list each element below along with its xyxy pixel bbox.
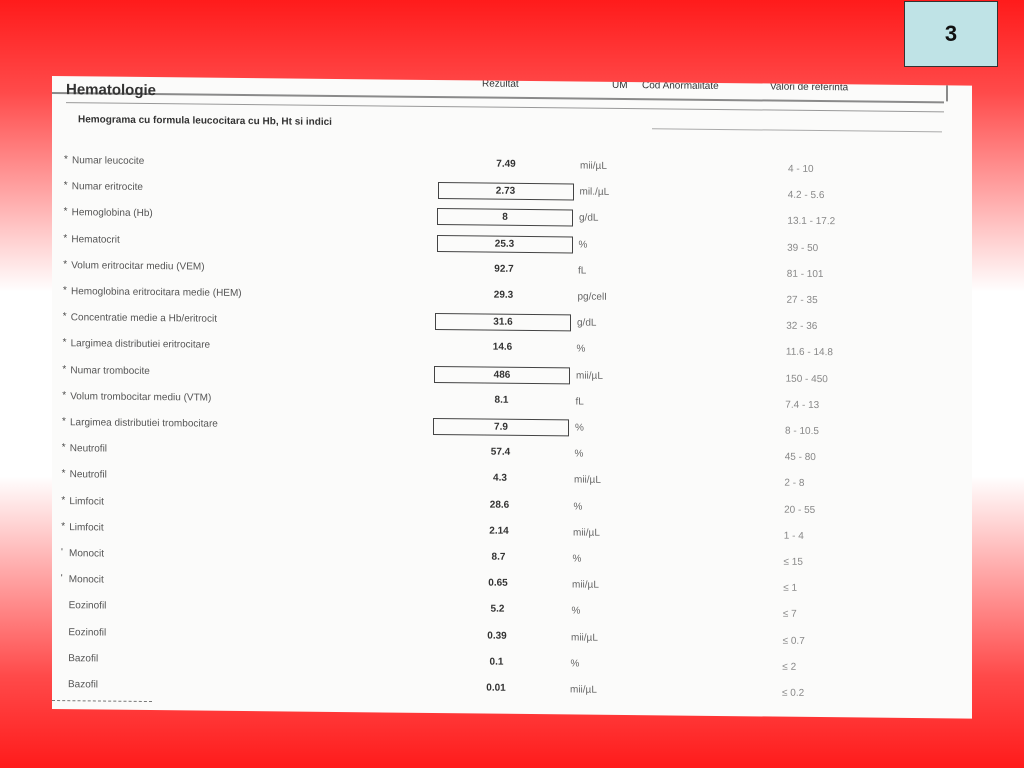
slide-number: 3: [904, 1, 998, 67]
row-bullet: *: [62, 389, 67, 401]
result-unit: %: [574, 448, 584, 460]
row-bullet: *: [62, 363, 67, 375]
result-unit: mii/µL: [570, 684, 597, 696]
result-unit: %: [570, 658, 580, 670]
test-name: Eozinofil: [68, 626, 107, 639]
result-unit: %: [572, 553, 582, 565]
test-name: Concentratie medie a Hb/eritrocit: [70, 312, 217, 325]
reference-range: 81 - 101: [786, 268, 824, 280]
result-value: 29.3: [493, 289, 514, 301]
reference-range: 39 - 50: [787, 242, 819, 254]
flagged-result-value: 31.6: [435, 313, 571, 331]
reference-range: ≤ 15: [783, 556, 803, 568]
result-unit: g/dL: [579, 212, 599, 225]
test-name: Limfocit: [69, 521, 104, 534]
reference-range: ≤ 1: [783, 582, 798, 594]
reference-range: ≤ 2: [782, 661, 797, 673]
result-value: 57.4: [490, 446, 511, 458]
test-name: Eozinofil: [68, 600, 107, 612]
test-name: Bazofil: [68, 679, 99, 691]
reference-range: 2 - 8: [784, 478, 805, 490]
test-name: Neutrofil: [69, 469, 107, 481]
row-bullet: *: [62, 416, 66, 428]
section-title: Hemograma cu formula leucocitara cu Hb, Ht si indici: [78, 114, 332, 128]
flagged-result-value: 25.3: [437, 235, 573, 253]
result-unit: fL: [578, 265, 587, 277]
row-bullet: ': [61, 547, 63, 559]
test-name: Volum eritrocitar mediu (VEM): [71, 259, 205, 273]
result-unit: mil./µL: [579, 186, 610, 199]
page-bottom-mark: [52, 700, 152, 710]
result-unit: fL: [575, 396, 584, 408]
row-bullet: *: [63, 180, 68, 192]
result-unit: mii/µL: [576, 370, 603, 382]
lab-report-document: [52, 76, 972, 719]
reference-range: 4.2 - 5.6: [787, 189, 825, 202]
flagged-result-value: 2.73: [438, 182, 574, 200]
test-name: Monocit: [68, 574, 104, 586]
reference-range: ≤ 7: [782, 609, 797, 621]
result-unit: mii/µL: [573, 527, 600, 539]
test-name: Numar trombocite: [70, 364, 150, 377]
row-bullet: *: [61, 494, 66, 506]
row-bullet: *: [64, 154, 68, 166]
reference-range: 13.1 - 17.2: [787, 216, 836, 228]
row-bullet: *: [62, 311, 67, 323]
reference-range: ≤ 0.7: [782, 635, 805, 647]
reference-range: 8 - 10.5: [785, 425, 819, 438]
test-name: Hemoglobina (Hb): [71, 207, 153, 220]
row-bullet: *: [61, 468, 66, 480]
result-value: 0.01: [486, 682, 506, 694]
result-unit: g/dL: [577, 317, 597, 329]
reference-range: 4 - 10: [788, 163, 814, 175]
test-name: Limfocit: [69, 495, 104, 508]
row-bullet: *: [62, 337, 67, 349]
test-name: Largimea distributiei eritrocitare: [70, 338, 211, 352]
result-value: 4.3: [493, 473, 507, 485]
header-anomaly-code: Cod Anormalitate: [642, 80, 719, 92]
reference-range: 27 - 35: [786, 294, 818, 307]
test-name: Volum trombocitar mediu (VTM): [70, 390, 212, 404]
test-name: Numar eritrocite: [71, 181, 143, 194]
result-value: 7.49: [496, 158, 516, 170]
title-divider: [66, 102, 944, 112]
reference-range: 32 - 36: [786, 320, 818, 333]
result-unit: %: [575, 422, 584, 434]
result-value: 28.6: [489, 499, 510, 511]
result-unit: mii/µL: [574, 474, 601, 487]
row-bullet: *: [63, 232, 68, 244]
result-value: 0.39: [487, 630, 507, 642]
test-name: Hematocrit: [71, 233, 120, 246]
column-header-strip: [52, 76, 944, 103]
page-title: Hematologie: [66, 81, 157, 100]
result-value: 5.2: [490, 603, 505, 616]
reference-range: 20 - 55: [784, 504, 816, 516]
header-result: Rezultat: [482, 78, 519, 90]
test-name: Hemoglobina eritrocitara medie (HEM): [71, 286, 242, 299]
header-reference: Valori de referinta: [770, 81, 849, 94]
reference-range: 7.4 - 13: [785, 399, 820, 411]
reference-range: 11.6 - 14.8: [785, 347, 833, 359]
flagged-result-value: 8: [437, 208, 573, 226]
result-unit: pg/celI: [577, 291, 607, 303]
section-divider: [652, 128, 942, 132]
row-bullet: ': [60, 573, 63, 585]
result-value: 8.1: [494, 394, 509, 406]
test-name: Bazofil: [68, 652, 99, 665]
row-bullet: *: [61, 520, 66, 532]
result-value: 92.7: [494, 263, 514, 275]
row-bullet: *: [63, 206, 68, 218]
reference-range: 150 - 450: [785, 373, 828, 385]
result-unit: mii/µL: [572, 579, 599, 591]
row-bullet: *: [61, 442, 66, 454]
result-unit: mii/µL: [580, 160, 607, 172]
result-unit: %: [578, 239, 588, 251]
result-unit: mii/µL: [571, 632, 598, 644]
test-name: Neutrofil: [69, 443, 108, 455]
reference-range: 45 - 80: [784, 451, 816, 464]
flagged-result-value: 486: [434, 366, 570, 384]
test-name: Numar leucocite: [72, 155, 145, 167]
result-value: 14.6: [492, 342, 513, 354]
result-unit: %: [576, 343, 586, 355]
test-name: Largimea distributiei trombocitare: [70, 417, 218, 430]
result-value: 2.14: [489, 525, 509, 537]
header-um: UM: [612, 79, 628, 92]
row-bullet: *: [63, 258, 68, 270]
result-value: 0.1: [489, 656, 504, 668]
reference-range: 1 - 4: [783, 530, 804, 542]
test-name: Monocit: [69, 548, 105, 560]
row-bullet: *: [63, 285, 67, 297]
result-value: 0.65: [488, 577, 508, 589]
result-value: 8.7: [491, 551, 506, 563]
reference-range: ≤ 0.2: [782, 687, 805, 699]
flagged-result-value: 7.9: [433, 418, 569, 436]
result-unit: %: [571, 605, 581, 617]
result-unit: %: [573, 501, 583, 513]
